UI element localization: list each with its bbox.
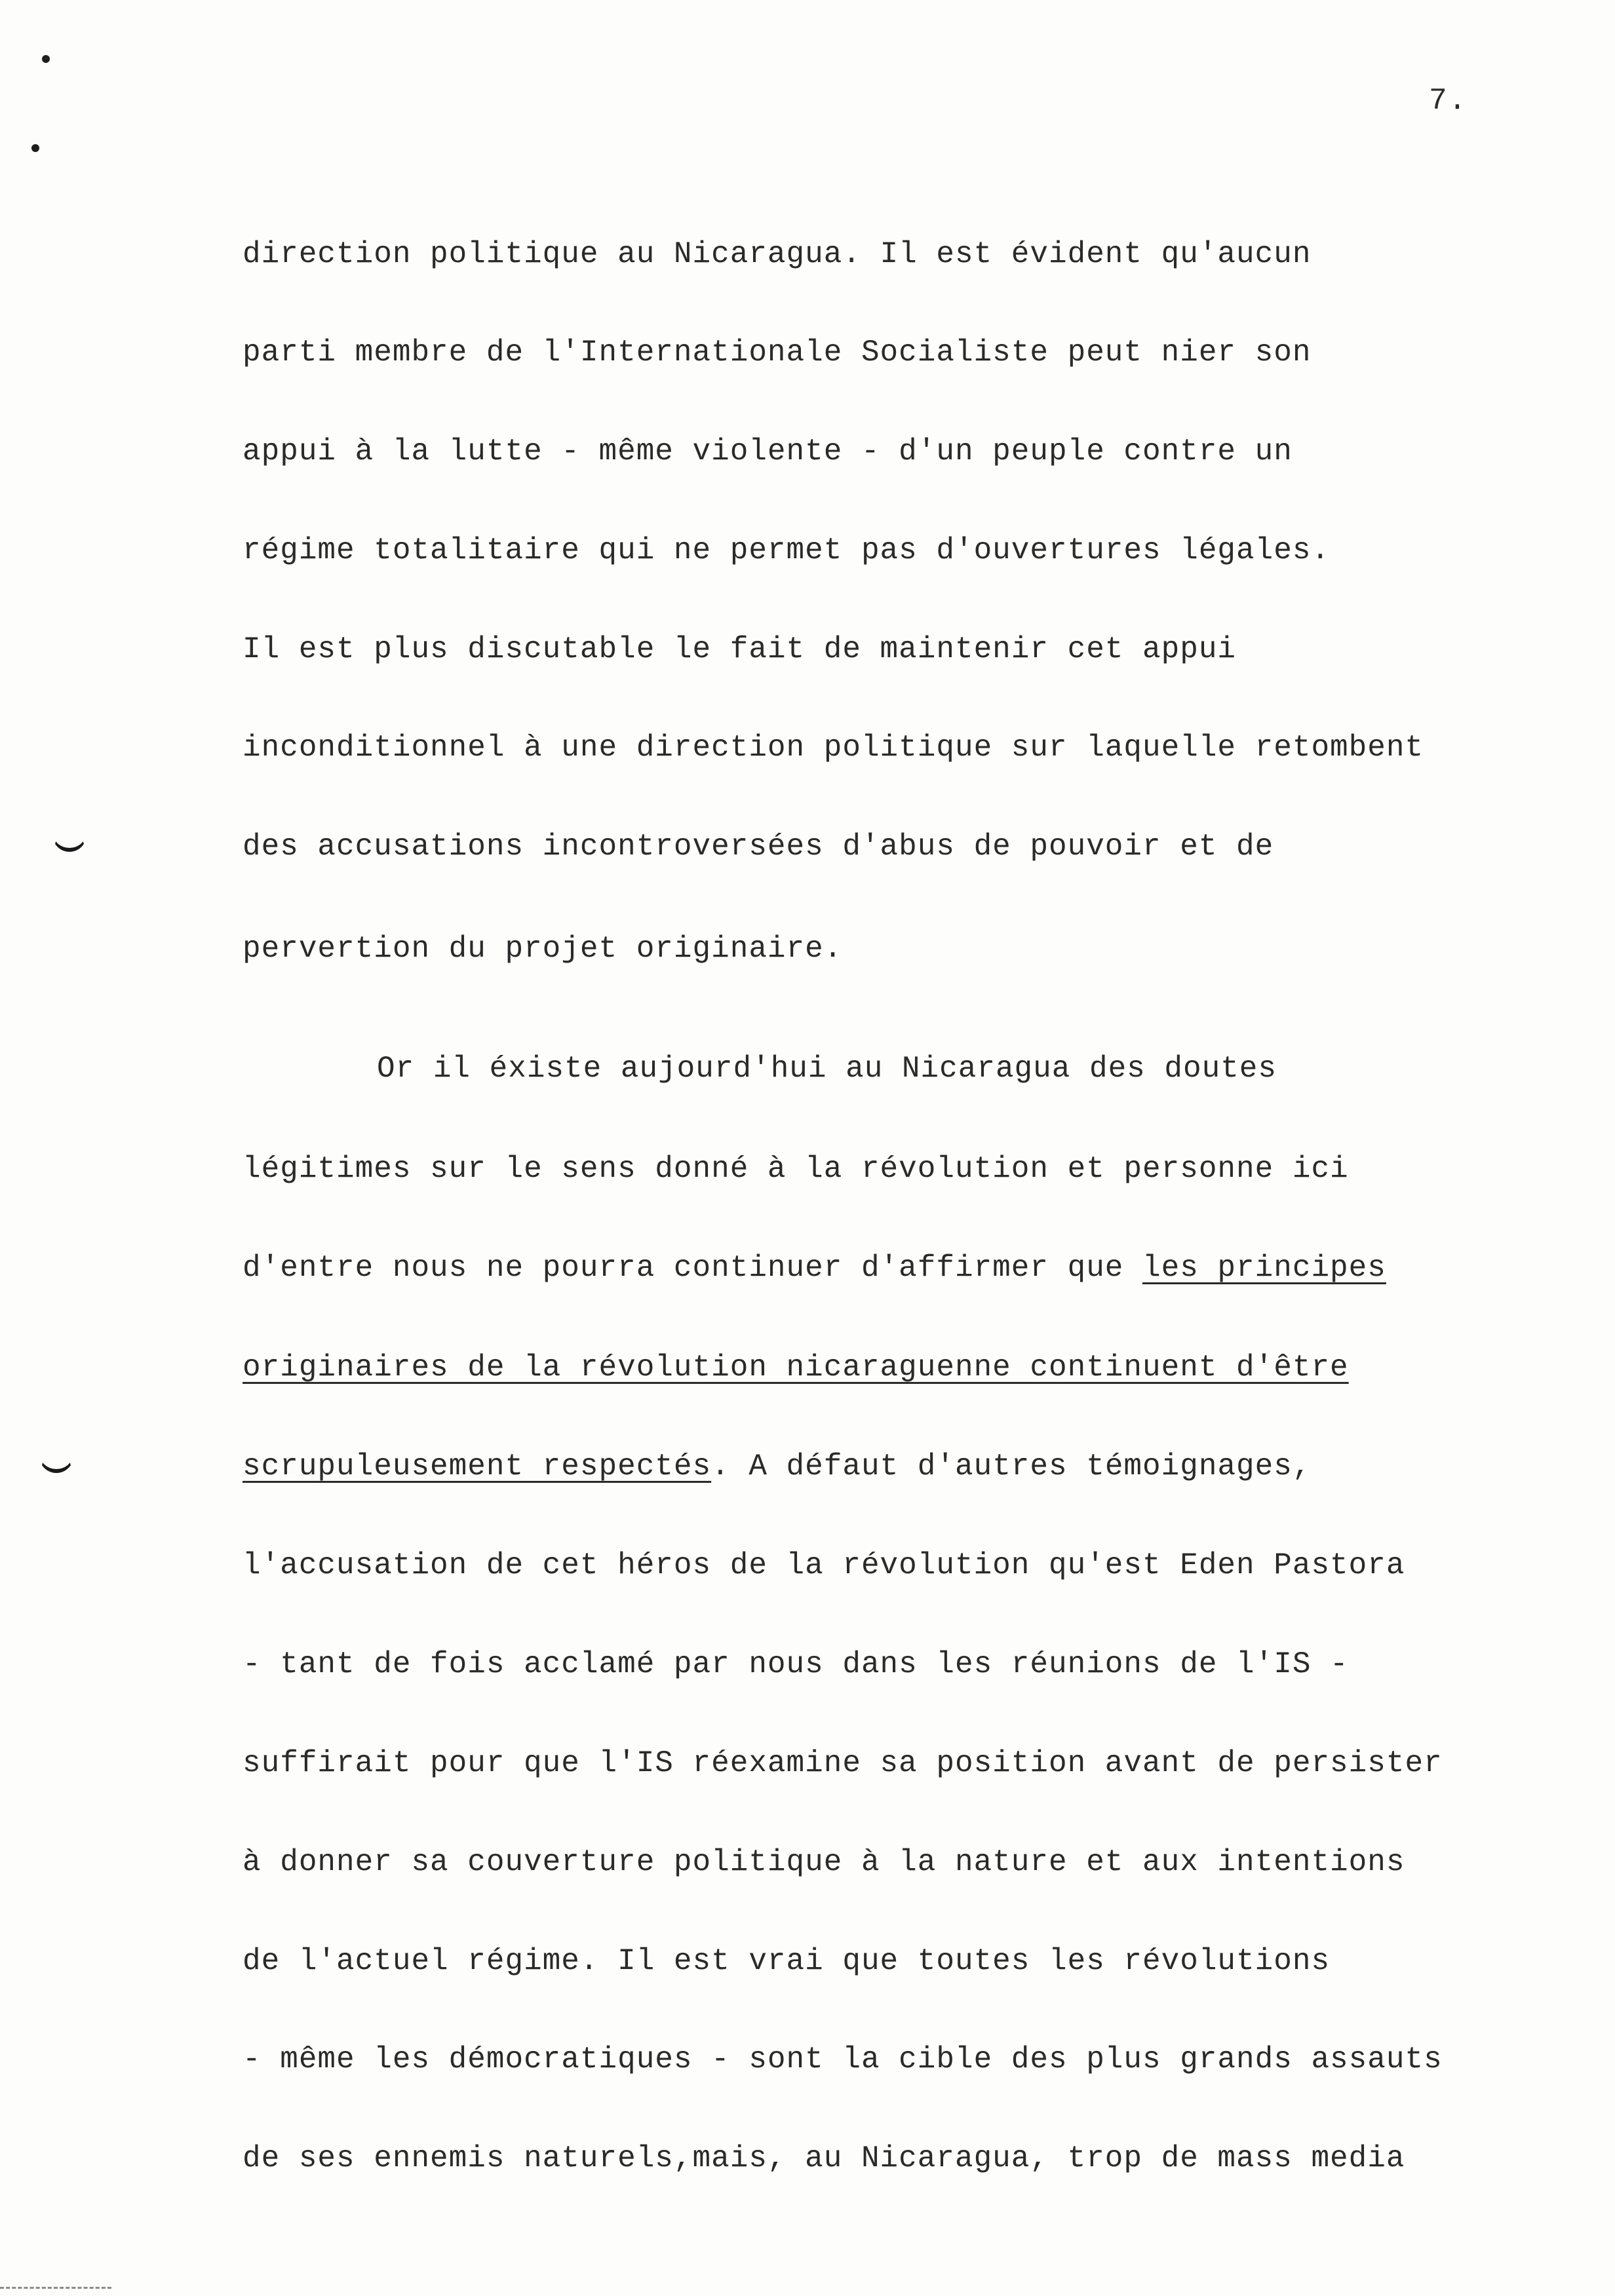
text-line: inconditionnel à une direction politique sur laquelle retombent — [243, 731, 1424, 765]
paragraph-first-line: Or il éxiste aujourd'hui au Nicaragua des doutes — [377, 1052, 1277, 1086]
text-line: à donner sa couverture politique à la nature et aux intentions — [243, 1845, 1405, 1879]
text-line: de ses ennemis naturels,mais, au Nicaragua, trop de mass media — [243, 2141, 1405, 2175]
scan-edge-rule — [0, 2287, 111, 2289]
underlined-text: les principes — [1142, 1251, 1386, 1285]
text-line: - même les démocratiques - sont la cible des plus grands assauts — [243, 2042, 1443, 2076]
text-line — [243, 1447, 1311, 1486]
text-segment: . A défaut d'autres témoignages, — [711, 1449, 1312, 1483]
underlined-text: scrupuleusement respectés — [243, 1449, 712, 1483]
binder-clip-mark — [52, 831, 87, 852]
text-line: pervertion du projet originaire. — [243, 932, 843, 966]
text-line: direction politique au Nicaragua. Il est évident qu'aucun — [243, 237, 1312, 271]
text-line: légitimes sur le sens donné à la révolution et personne ici — [243, 1152, 1349, 1186]
text-line — [243, 1348, 1349, 1387]
text-line: régime totalitaire qui ne permet pas d'ouvertures légales. — [243, 533, 1331, 567]
text-line: appui à la lutte - même violente - d'un peuple contre un — [243, 434, 1293, 469]
text-line: - tant de fois acclamé par nous dans les réunions de l'IS - — [243, 1647, 1349, 1681]
text-line: suffirait pour que l'IS réexamine sa position avant de persister — [243, 1746, 1443, 1780]
text-line — [243, 1248, 1386, 1288]
punch-hole-dot — [31, 144, 39, 152]
text-line: des accusations incontroversées d'abus de pouvoir et de — [243, 830, 1274, 864]
text-line: parti membre de l'Internationale Socialiste peut nier son — [243, 335, 1312, 370]
text-line: Il est plus discutable le fait de maintenir cet appui — [243, 632, 1237, 666]
text-segment: d'entre nous ne pourra continuer d'affirmer que — [243, 1251, 1143, 1285]
text-line: l'accusation de cet héros de la révolution qu'est Eden Pastora — [243, 1548, 1405, 1582]
text-line: de l'actuel régime. Il est vrai que toutes les révolutions — [243, 1944, 1331, 1978]
binder-clip-mark — [39, 1452, 73, 1473]
underlined-text: originaires de la révolution nicaraguenne continuent d'être — [243, 1350, 1349, 1385]
page-number: 7. — [1429, 84, 1468, 118]
punch-hole-dot — [42, 55, 50, 63]
